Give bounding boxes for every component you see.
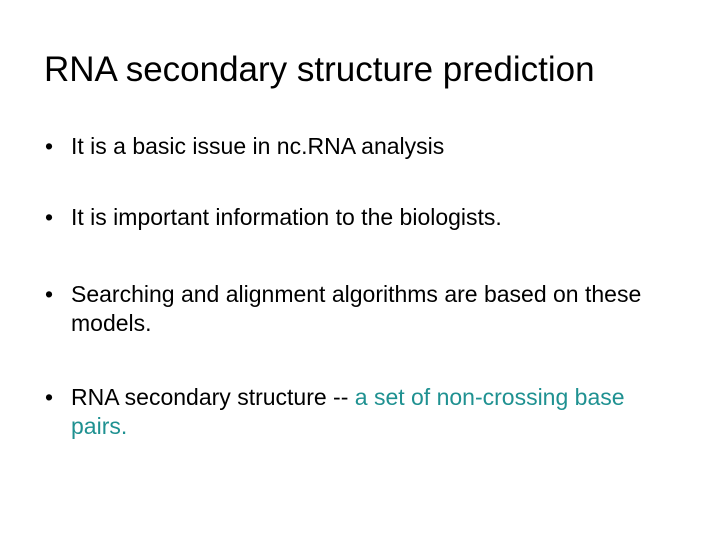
bullet-marker: •: [45, 204, 54, 230]
bullet-item: [45, 132, 685, 161]
bullet-text: Searching and alignment algorithms are based on these models.: [71, 281, 642, 336]
bullet-marker: •: [45, 133, 54, 159]
bullet-text-highlight: a set of non-crossing base pairs.: [71, 384, 625, 439]
bullet-marker: •: [45, 281, 54, 307]
bullet-text: [71, 383, 685, 441]
slide-title: RNA secondary structure prediction: [44, 50, 595, 89]
bullet-item: [45, 203, 685, 232]
bullet-item: [45, 280, 685, 338]
bullet-text: It is important information to the biologists.: [71, 204, 502, 230]
bullet-text-plain: RNA secondary structure --: [71, 384, 355, 410]
bullet-text: It is a basic issue in nc.RNA analysis: [71, 133, 445, 159]
bullet-item: [45, 383, 685, 441]
bullet-marker: •: [45, 384, 54, 410]
